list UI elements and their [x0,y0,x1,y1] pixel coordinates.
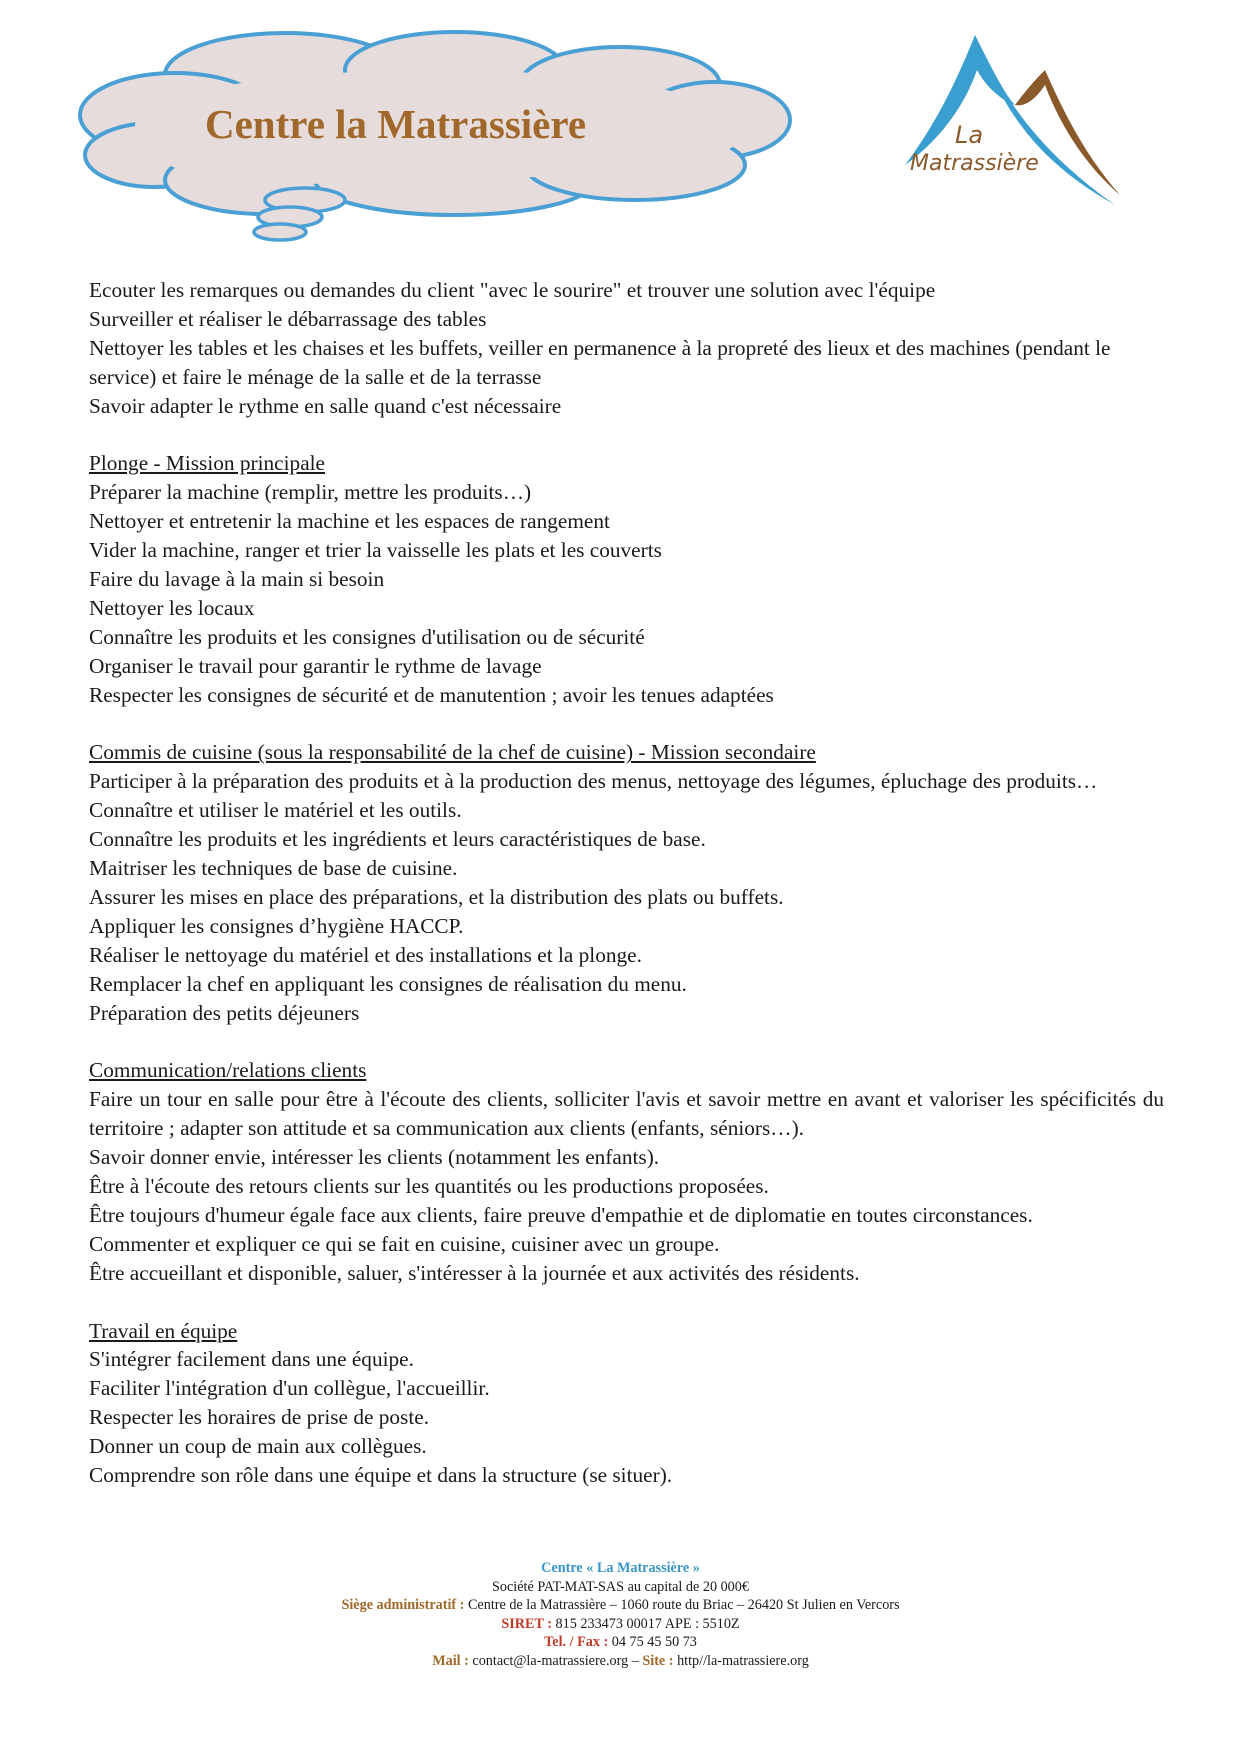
list-item: Préparer la machine (remplir, mettre les produits…) [89,480,532,505]
intro-line: Surveiller et réaliser le débarrassage des tables [89,306,487,331]
footer-siege [0,1596,1241,1615]
list-item: Appliquer les consignes d’hygiène HACCP. [89,913,464,938]
footer-mail-label: Mail : [432,1652,469,1669]
footer-siret-label: SIRET : [501,1615,552,1632]
footer-siege-label: Siège administratif : [341,1597,465,1614]
section-heading: Commis de cuisine (sous la responsabilité de la chef de cuisine) - Mission secondaire [89,740,816,765]
list-item: Faciliter l'intégration d'un collègue, l'accueillir. [89,1376,490,1401]
footer-siret-value: 815 233473 00017 APE : 5510Z [552,1615,740,1632]
list-item: Nettoyer et entretenir la machine et les espaces de rangement [89,509,610,534]
list-item: Vider la machine, ranger et trier la vaisselle les plats et les couverts [89,538,662,563]
intro-block [89,276,1164,421]
list-item: Remplacer la chef en appliquant les consignes de réalisation du menu. [89,971,687,996]
list-item: Respecter les consignes de sécurité et de manutention ; avoir les tenues adaptées [89,682,774,707]
intro-line: Savoir adapter le rythme en salle quand c'est nécessaire [89,393,562,418]
list-item: Connaître les produits et les consignes d'utilisation ou de sécurité [89,624,645,649]
section-travail-equipe [89,1317,1164,1490]
list-item: Nettoyer les locaux [89,595,255,620]
footer-site-label: Site : [642,1652,674,1669]
list-item: Organiser le travail pour garantir le rythme de lavage [89,653,542,678]
list-item: Maitriser les techniques de base de cuisine. [89,856,458,881]
list-item: Commenter et expliquer ce qui se fait en cuisine, cuisiner avec un groupe. [89,1231,720,1256]
footer-siret [0,1615,1241,1634]
page-title: Centre la Matrassière [205,101,587,147]
list-item: Être accueillant et disponible, saluer, s'intéresser à la journée et aux activités des résidents. [89,1260,860,1285]
list-item: Connaître les produits et les ingrédients et leurs caractéristiques de base. [89,827,706,852]
section-heading: Communication/relations clients [89,1058,367,1083]
footer-centre-name: Centre « La Matrassière » [541,1560,700,1576]
list-item: Assurer les mises en place des préparations, et la distribution des plats ou buffets. [89,885,784,909]
section-heading: Plonge - Mission principale [89,451,326,476]
footer [0,1559,1241,1671]
footer-tel [0,1633,1241,1652]
list-item: Respecter les horaires de prise de poste. [89,1405,430,1430]
footer-centre [0,1559,1241,1578]
list-item: Être toujours d'humeur égale face aux clients, faire preuve d'empathie et de diplomatie en toutes circonstances. [89,1202,1033,1227]
list-item: Comprendre son rôle dans une équipe et dans la structure (se situer). [89,1463,673,1488]
section-communication [89,1056,1164,1287]
footer-mail-value[interactable]: contact@la-matrassiere.org – [468,1652,643,1669]
footer-mail [0,1652,1241,1671]
footer-societe: Société PAT-MAT-SAS au capital de 20 000€ [492,1578,749,1595]
list-item: S'intégrer facilement dans une équipe. [89,1347,414,1372]
matrassiere-logo [895,25,1135,210]
intro-line: Ecouter les remarques ou demandes du client "avec le sourire" et trouver une solution avec l'équipe [89,278,936,302]
section-heading: Travail en équipe [89,1318,238,1343]
list-item: Être à l'écoute des retours clients sur les quantités ou les productions proposées. [89,1174,769,1199]
list-item: Préparation des petits déjeuners [89,1000,360,1025]
intro-line: Nettoyer les tables et les chaises et les buffets, veiller en permanence à la propreté des lieux et des machines (pendant le service) et faire le ménage de la salle et de la terrasse [89,335,1111,389]
logo-text-matrassiere: Matrassière [910,151,1039,176]
logo-text-la: La [955,121,984,149]
footer-site-value[interactable]: http//la-matrassiere.org [673,1652,809,1669]
list-item: Faire un tour en salle pour être à l'écoute des clients, solliciter l'avis et savoir mettre en avant et valoriser les spécificités du territoire ; adapter son attitude et sa communication aux clients (enfants, séniors…). [89,1087,1164,1141]
list-item: Faire du lavage à la main si besoin [89,567,385,592]
section-commis [89,738,1164,1027]
section-plonge [89,449,1164,709]
footer-siege-value: Centre de la Matrassière – 1060 route du Briac – 26420 St Julien en Vercors [464,1597,900,1614]
list-item: Réaliser le nettoyage du matériel et des installations et la plonge. [89,942,642,967]
list-item: Savoir donner envie, intéresser les clients (notamment les enfants). [89,1145,660,1170]
footer-tel-label: Tel. / Fax : [544,1634,609,1651]
list-item: Participer à la préparation des produits et à la production des menus, nettoyage des légumes, épluchage des produits… [89,769,1098,794]
list-item: Donner un coup de main aux collègues. [89,1434,427,1459]
footer-tel-value: 04 75 45 50 73 [608,1634,697,1651]
document-body [89,276,1164,1490]
list-item: Connaître et utiliser le matériel et les outils. [89,798,462,823]
